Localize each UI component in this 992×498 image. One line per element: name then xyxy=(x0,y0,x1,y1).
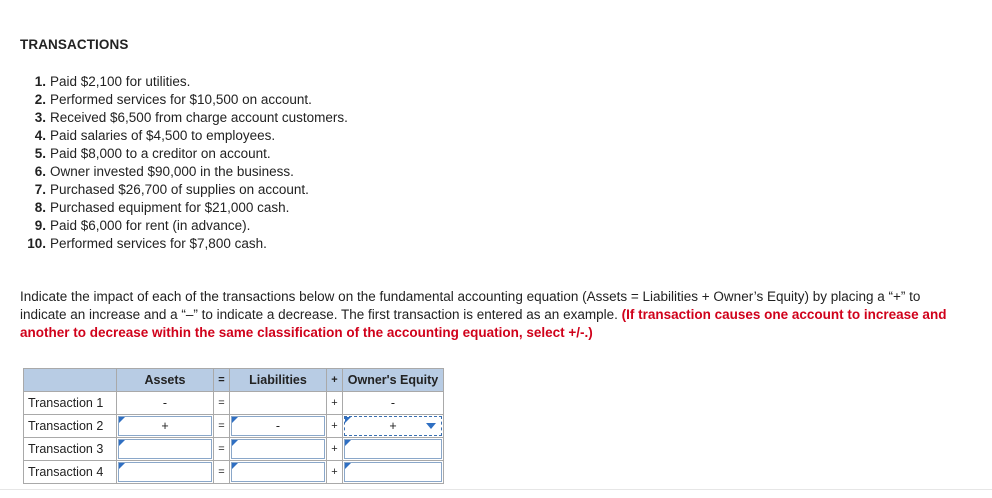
liabilities-cell xyxy=(230,461,327,484)
table-row xyxy=(24,461,444,484)
owners-equity-cell xyxy=(343,461,444,484)
item-text: Received $6,500 from charge account customers. xyxy=(50,110,348,125)
assets-select[interactable] xyxy=(118,439,212,459)
table-row xyxy=(24,438,444,461)
assets-select[interactable] xyxy=(118,462,212,482)
equals-sign: = xyxy=(214,438,230,461)
item-number: 7. xyxy=(34,182,46,197)
list-item xyxy=(20,73,348,91)
header-equals: = xyxy=(214,369,230,392)
item-number: 3. xyxy=(34,110,46,125)
liabilities-selected-value: - xyxy=(275,419,281,433)
assets-select[interactable] xyxy=(118,416,212,436)
list-item xyxy=(20,163,348,181)
table-header-row xyxy=(24,369,444,392)
item-number: 1. xyxy=(34,74,46,89)
instructions-hint: (If transaction causes one account to increase and another to decrease within the same classification of the accounting equation, select +/-.) xyxy=(20,307,947,340)
assets-cell xyxy=(117,438,214,461)
item-number: 2. xyxy=(34,92,46,107)
item-number: 5. xyxy=(34,146,46,161)
instructions xyxy=(20,288,970,342)
row-label: Transaction 3 xyxy=(24,438,117,461)
owners-equity-value: - xyxy=(390,396,396,410)
item-text: Paid $8,000 to a creditor on account. xyxy=(50,146,271,161)
item-text: Purchased equipment for $21,000 cash. xyxy=(50,200,290,215)
liabilities-select[interactable] xyxy=(231,439,325,459)
list-item xyxy=(20,235,348,253)
list-item xyxy=(20,181,348,199)
table-row xyxy=(24,392,444,415)
header-owners-equity: Owner's Equity xyxy=(343,369,444,392)
assets-cell xyxy=(117,392,214,415)
plus-sign: + xyxy=(327,392,343,415)
item-number: 6. xyxy=(34,164,46,179)
header-assets: Assets xyxy=(117,369,214,392)
liabilities-cell xyxy=(230,415,327,438)
liabilities-select[interactable] xyxy=(231,416,325,436)
item-text: Paid $2,100 for utilities. xyxy=(50,74,191,89)
item-number: 8. xyxy=(34,200,46,215)
equals-sign: = xyxy=(214,392,230,415)
input-marker-icon xyxy=(345,440,351,446)
liabilities-cell xyxy=(230,392,327,415)
list-item xyxy=(20,217,348,235)
input-marker-icon xyxy=(232,440,238,446)
item-text: Owner invested $90,000 in the business. xyxy=(50,164,294,179)
list-item xyxy=(20,91,348,109)
owners-equity-select[interactable] xyxy=(344,416,442,436)
header-plus: + xyxy=(327,369,343,392)
item-text: Performed services for $7,800 cash. xyxy=(50,236,267,251)
owners-equity-cell xyxy=(343,392,444,415)
plus-sign: + xyxy=(327,415,343,438)
list-item xyxy=(20,199,348,217)
row-label: Transaction 4 xyxy=(24,461,117,484)
item-number: 9. xyxy=(34,218,46,233)
assets-selected-value: + xyxy=(161,419,169,433)
list-item xyxy=(20,127,348,145)
row-label: Transaction 2 xyxy=(24,415,117,438)
list-item xyxy=(20,109,348,127)
item-text: Paid salaries of $4,500 to employees. xyxy=(50,128,276,143)
assets-value: - xyxy=(162,396,168,410)
transactions-list xyxy=(20,73,348,253)
owners-equity-selected-value: + xyxy=(389,419,397,433)
assets-cell xyxy=(117,461,214,484)
item-text: Performed services for $10,500 on account. xyxy=(50,92,312,107)
item-text: Purchased $26,700 of supplies on account. xyxy=(50,182,309,197)
header-blank xyxy=(24,369,117,392)
input-marker-icon xyxy=(232,417,238,423)
divider xyxy=(0,489,992,490)
owners-equity-select[interactable] xyxy=(344,462,442,482)
header-liabilities: Liabilities xyxy=(230,369,327,392)
list-item xyxy=(20,145,348,163)
row-label: Transaction 1 xyxy=(24,392,117,415)
input-marker-icon xyxy=(345,417,351,423)
liabilities-value xyxy=(231,394,325,412)
equals-sign: = xyxy=(214,461,230,484)
input-marker-icon xyxy=(119,440,125,446)
item-number: 4. xyxy=(34,128,46,143)
owners-equity-cell xyxy=(343,438,444,461)
input-marker-icon xyxy=(345,463,351,469)
input-marker-icon xyxy=(119,417,125,423)
plus-sign: + xyxy=(327,461,343,484)
item-text: Paid $6,000 for rent (in advance). xyxy=(50,218,251,233)
item-number: 10. xyxy=(27,236,46,251)
chevron-down-icon[interactable] xyxy=(426,423,436,429)
accounting-equation-table xyxy=(23,368,444,484)
owners-equity-cell xyxy=(343,415,444,438)
plus-sign: + xyxy=(327,438,343,461)
assets-cell xyxy=(117,415,214,438)
instructions-text: Indicate the impact of each of the transactions below on the fundamental accounting equation (Assets = Liabilities + Owner’s Equity) by placing a “+” to indicate an increase and a “–” to indicate a decrease. The first transaction is entered as an example. xyxy=(20,289,921,322)
input-marker-icon xyxy=(119,463,125,469)
input-marker-icon xyxy=(232,463,238,469)
liabilities-cell xyxy=(230,438,327,461)
liabilities-select[interactable] xyxy=(231,462,325,482)
owners-equity-select[interactable] xyxy=(344,439,442,459)
section-title: TRANSACTIONS xyxy=(20,37,129,52)
table-row xyxy=(24,415,444,438)
equals-sign: = xyxy=(214,415,230,438)
